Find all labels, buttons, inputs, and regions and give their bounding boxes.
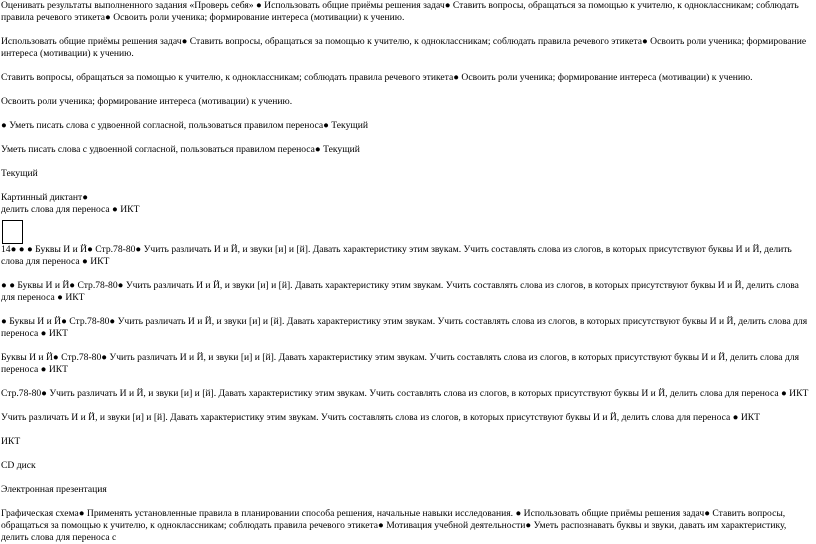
paragraph-14: ИКТ	[1, 436, 21, 447]
paragraph-8: 14● ● ● Буквы И и Й● Стр.78-80● Учить различать И и Й, и звуки [и] и [й]. Давать характеристику этим звукам. Учить составлять слова из слогов, в которых присутствуют буквы И и Й, делить слова для переноса ● ИКТ	[1, 244, 792, 267]
paragraph-5: ● Уметь писать слова с удвоенной согласной, пользоваться правилом переноса● Текущий	[1, 120, 369, 131]
paragraph-10: ● Буквы И и Й● Стр.78-80● Учить различать И и Й, и звуки [и] и [й]. Давать характеристику этим звукам. Учить составлять слова из слогов, в которых присутствуют буквы И и Й, делить слова для переноса ● ИКТ	[1, 316, 808, 339]
empty-checkbox-frame	[2, 220, 23, 244]
dictation-line-1: Картинный диктант●	[1, 192, 89, 203]
paragraph-12: Стр.78-80● Учить различать И и Й, и звуки [и] и [й]. Давать характеристику этим звукам. Учить составлять слова из слогов, в которых присутствуют буквы И и Й, делить слова для переноса ● ИКТ	[1, 388, 809, 399]
paragraph-13: Учить различать И и Й, и звуки [и] и [й]. Давать характеристику этим звукам. Учить составлять слова из слогов, в которых присутствуют буквы И и Й, делить слова для переноса ● ИКТ	[1, 412, 761, 423]
paragraph-7: Текущий	[1, 168, 38, 179]
paragraph-16: Электронная презентация	[1, 484, 107, 495]
dictation-line-2: делить слова для переноса ● ИКТ	[1, 204, 140, 215]
paragraph-3: Ставить вопросы, обращаться за помощью к учителю, к одноклассникам; соблюдать правила речевого этикета● Освоить роли ученика; формирование интереса (мотивации) к учению.	[1, 72, 753, 83]
paragraph-6: Уметь писать слова с удвоенной согласной, пользоваться правилом переноса● Текущий	[1, 144, 360, 155]
paragraph-11: Буквы И и Й● Стр.78-80● Учить различать И и Й, и звуки [и] и [й]. Давать характеристику этим звукам. Учить составлять слова из слогов, в которых присутствуют буквы И и Й, делить слова для переноса ● ИКТ	[1, 352, 800, 375]
paragraph-17: Графическая схема● Применять установленные правила в планировании способа решения, начальные навыки исследования. ● Использовать общие приёмы решения задач● Ставить вопросы, обращаться за помощью к учителю, к одноклассникам; соблюдать правила речевого этикета● Мотивация учебной деятельности● Уметь распознавать буквы и звуки, давать им характеристику, делить слова для переноса с	[1, 508, 787, 543]
paragraph-15: CD диск	[1, 460, 36, 471]
paragraph-1: Оценивать результаты выполненного задания «Проверь себя» ● Использовать общие приёмы решения задач● Ставить вопросы, обращаться за помощью к учителю, к одноклассникам; соблюдать правила речевого этикета● Освоить роли ученика; формирование интереса (мотивации) к учению.	[1, 0, 799, 23]
paragraph-2: Использовать общие приёмы решения задач● Ставить вопросы, обращаться за помощью к учителю, к одноклассникам; соблюдать правила речевого этикета● Освоить роли ученика; формирование интереса (мотивации) к учению.	[1, 36, 807, 59]
paragraph-9: ● ● Буквы И и Й● Стр.78-80● Учить различать И и Й, и звуки [и] и [й]. Давать характеристику этим звукам. Учить составлять слова из слогов, в которых присутствуют буквы И и Й, делить слова для переноса ● ИКТ	[1, 280, 799, 303]
paragraph-4: Освоить роли ученика; формирование интереса (мотивации) к учению.	[1, 96, 293, 107]
